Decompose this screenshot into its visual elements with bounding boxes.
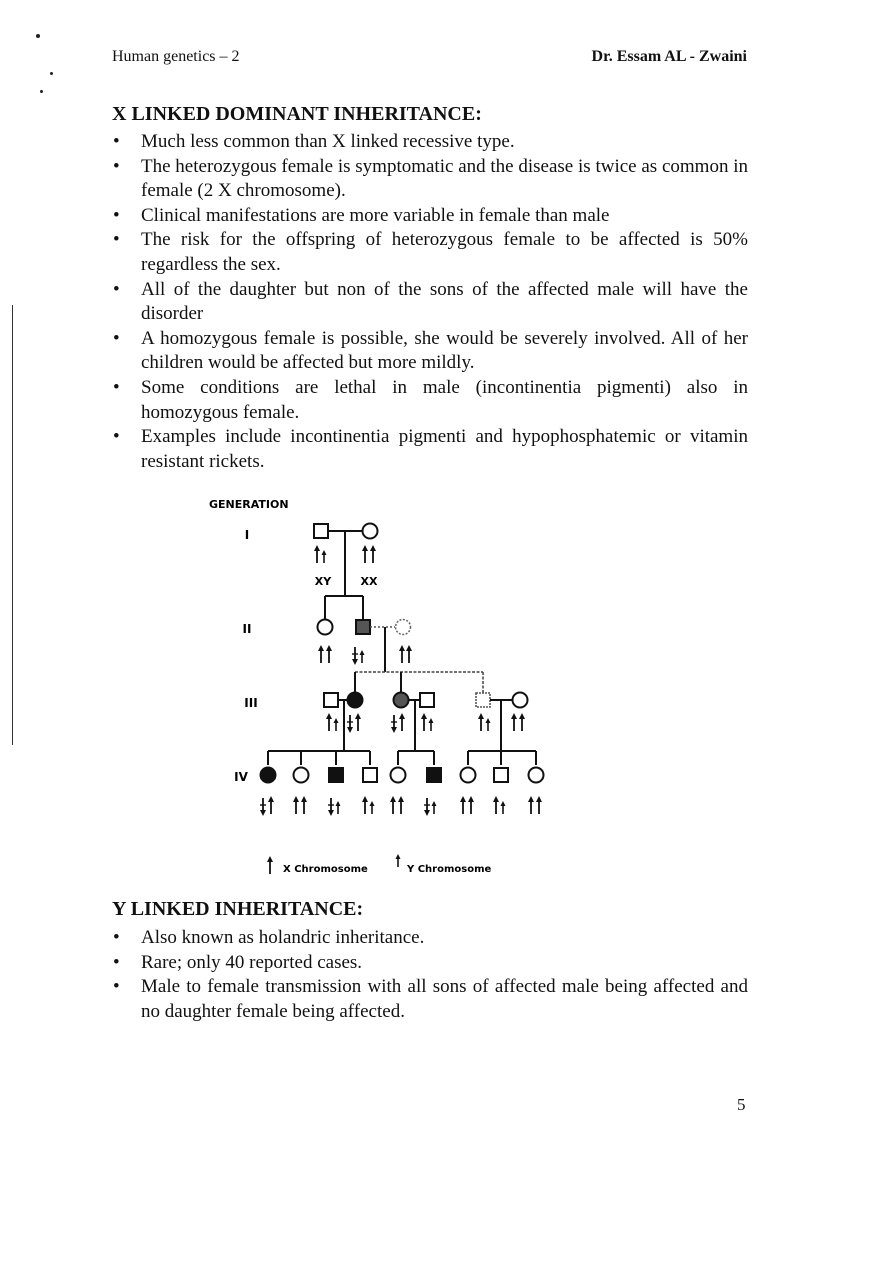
father-genotype-label: XY: [314, 575, 332, 588]
list-item: • Male to female transmission with all sons of affected male being affected and no daughter female being affected.: [112, 975, 748, 1024]
section-title-x-linked-dominant: X LINKED DOMINANT INHERITANCE:: [112, 103, 482, 125]
list-item: • Some conditions are lethal in male (incontinentia pigmenti) also in homozygous female.: [112, 376, 748, 425]
gen2-affected-son: [356, 620, 370, 634]
gen2-daughter: [318, 620, 333, 635]
mother-genotype-label: XX: [360, 575, 378, 588]
scan-speck: [40, 90, 43, 93]
list-item: • The risk for the offspring of heterozygous female to be affected is 50% regardless the sex.: [112, 228, 748, 277]
scan-speck: [50, 72, 53, 75]
list-item: • Also known as holandric inheritance.: [112, 926, 748, 951]
gen4-affected-son: [427, 768, 441, 782]
gen4-daughter: [529, 768, 544, 783]
gen4-son: [494, 768, 508, 782]
x-chromosome-symbol: [267, 856, 273, 874]
margin-line: [12, 305, 13, 745]
gen1-mother: [363, 524, 378, 539]
list-item: • Rare; only 40 reported cases.: [112, 951, 748, 976]
gen1-father: [314, 524, 328, 538]
pedigree-diagram: [205, 493, 565, 883]
gen3-husband-1: [324, 693, 338, 707]
generation-label-iv: IV: [234, 770, 248, 784]
gen3-wife: [513, 693, 528, 708]
generation-label-iii: III: [244, 696, 258, 710]
list-item: • Much less common than X linked recessive type.: [112, 130, 748, 155]
generation-heading: GENERATION: [209, 498, 289, 511]
gen4-daughter: [391, 768, 406, 783]
gen2-spouse: [396, 620, 411, 635]
section-title-y-linked: Y LINKED INHERITANCE:: [112, 898, 364, 920]
list-item: • A homozygous female is possible, she would be severely involved. All of her children would be affected but more mildly.: [112, 327, 748, 376]
list-item: • All of the daughter but non of the sons of the affected male will have the disorder: [112, 278, 748, 327]
scan-speck: [36, 34, 40, 38]
y-chromosome-symbol: [396, 854, 401, 867]
list-item: • The heterozygous female is symptomatic and the disease is twice as common in female (2 X chromosome).: [112, 155, 748, 204]
gen3-husband-2: [420, 693, 434, 707]
generation-label-ii: II: [242, 622, 252, 636]
gen4-affected-daughter: [261, 768, 276, 783]
header-author: Dr. Essam AL - Zwaini: [591, 48, 747, 65]
gen4-daughter: [461, 768, 476, 783]
list-item: • Examples include incontinentia pigmenti and hypophosphatemic or vitamin resistant rickets.: [112, 425, 748, 474]
x-linked-dominant-list: [112, 130, 748, 474]
page-number: 5: [737, 1095, 746, 1114]
y-linked-list: [112, 926, 748, 1024]
legend-x-chromosome: X Chromosome: [283, 864, 368, 875]
gen4-affected-son: [329, 768, 343, 782]
list-item: • Clinical manifestations are more variable in female than male: [112, 204, 748, 229]
generation-label-i: I: [244, 528, 250, 542]
legend-y-chromosome: Y Chromosome: [407, 864, 492, 875]
gen4-daughter: [294, 768, 309, 783]
gen3-affected-daughter-2: [394, 693, 409, 708]
header-course-title: Human genetics – 2: [112, 48, 240, 65]
gen4-son: [363, 768, 377, 782]
gen3-son: [476, 693, 490, 707]
gen3-affected-daughter-1: [348, 693, 363, 708]
